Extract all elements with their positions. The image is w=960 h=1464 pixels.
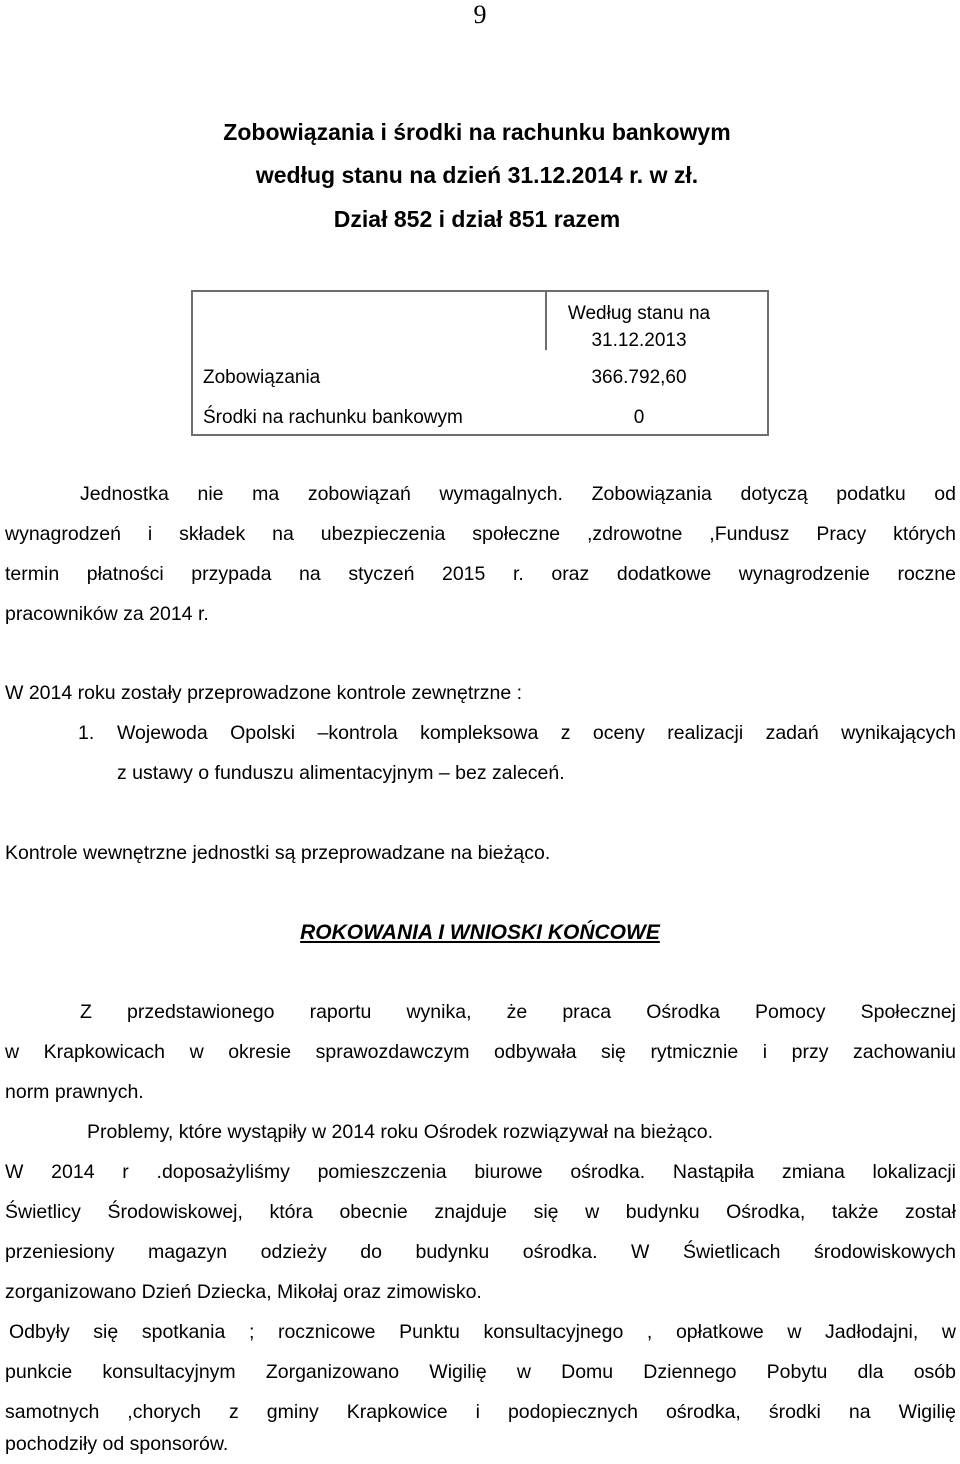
- paragraph-line: termin płatności przypada na styczeń 2015 r. oraz dodatkowe wynagrodzenie roczne: [5, 563, 956, 585]
- table-divider: [545, 292, 547, 350]
- list-item-line: Wojewoda Opolski –kontrola kompleksowa z oceny realizacji zadań wynikających: [117, 722, 956, 744]
- page-number: 9: [473, 0, 487, 29]
- list-item-number: 1.: [78, 722, 95, 744]
- table-header: [549, 300, 729, 354]
- paragraph-line: Odbyły się spotkania ; rocznicowe Punktu konsultacyjnego , opłatkowe w Jadłodajni, w: [9, 1321, 956, 1343]
- list-item-line: z ustawy o funduszu alimentacyjnym – bez zaleceń.: [117, 762, 565, 784]
- table-row-label: Zobowiązania: [203, 367, 321, 388]
- paragraph-line: wynagrodzeń i składek na ubezpieczenia społeczne ,zdrowotne ,Fundusz Pracy których: [5, 523, 956, 545]
- table-row-label: Środki na rachunku bankowym: [203, 407, 463, 428]
- paragraph-line: pochodziły od sponsorów.: [5, 1433, 229, 1455]
- paragraph-line: Jednostka nie ma zobowiązań wymagalnych. Zobowiązania dotyczą podatku od: [80, 483, 956, 505]
- paragraph-line: punkcie konsultacyjnym Zorganizowano Wigilię w Domu Dziennego Pobytu dla osób: [5, 1361, 956, 1383]
- paragraph-line: samotnych ,chorych z gminy Krapkowice i podopiecznych ośrodka, środki na Wigilię: [5, 1401, 956, 1423]
- paragraph-line: Problemy, które wystąpiły w 2014 roku Ośrodek rozwiązywał na bieżąco.: [87, 1121, 714, 1143]
- paragraph-line: W 2014 r .doposażyliśmy pomieszczenia biurowe ośrodka. Nastąpiła zmiana lokalizacji: [5, 1161, 956, 1183]
- title-line-1: Zobowiązania i środki na rachunku bankowym: [223, 119, 731, 145]
- paragraph-line: pracowników za 2014 r.: [5, 603, 209, 625]
- table-header-line-2: 31.12.2013: [591, 330, 687, 351]
- table-row-value: 0: [633, 407, 645, 428]
- paragraph-line: zorganizowano Dzień Dziecka, Mikołaj oraz zimowisko.: [5, 1281, 482, 1303]
- paragraph-line: przeniesiony magazyn odzieży do budynku ośrodka. W Świetlicach środowiskowych: [5, 1241, 956, 1263]
- paragraph-line: Świetlicy Środowiskowej, która obecnie znajduje się w budynku Ośrodka, także został: [5, 1201, 956, 1223]
- controls-intro: W 2014 roku zostały przeprowadzone kontrole zewnętrzne :: [5, 682, 523, 704]
- paragraph-line: w Krapkowicach w okresie sprawozdawczym odbywała się rytmicznie i przy zachowaniu: [5, 1041, 956, 1063]
- internal-controls-text: Kontrole wewnętrzne jednostki są przeprowadzane na bieżąco.: [5, 842, 551, 864]
- paragraph-line: norm prawnych.: [5, 1081, 144, 1103]
- finance-table: [191, 290, 769, 436]
- paragraph-line: Z przedstawionego raportu wynika, że praca Ośrodka Pomocy Społecznej: [80, 1001, 956, 1023]
- section-heading: ROKOWANIA I WNIOSKI KOŃCOWE: [300, 921, 660, 944]
- title-line-2: według stanu na dzień 31.12.2014 r. w zł.: [255, 162, 699, 188]
- title-line-3: Dział 852 i dział 851 razem: [333, 206, 621, 232]
- table-header-line-1: Według stanu na: [567, 303, 711, 324]
- table-row-value: 366.792,60: [591, 367, 687, 388]
